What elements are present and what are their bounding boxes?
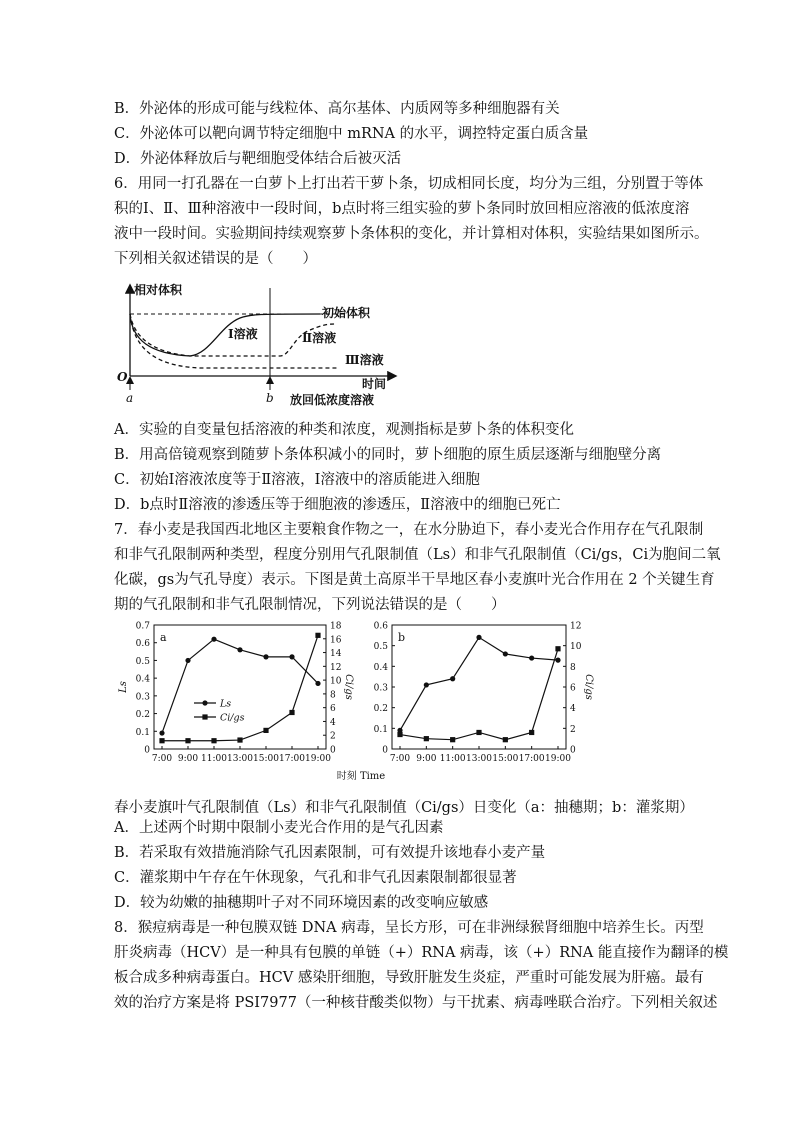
q7-panel-b-left-tick-label: 0.6	[373, 621, 388, 632]
q7-panel-b-right-tick-label: 6	[570, 683, 576, 694]
q7-panel-a-cigs-point	[185, 738, 190, 743]
q7-panel-b-cigs-point	[397, 732, 402, 737]
q7-panel-a-legend-ls-label: Ls	[220, 698, 232, 710]
q7-panel-a-left-tick-label: 0.3	[135, 692, 150, 703]
q7-panel-a-x-tick-label: 7:00	[151, 754, 173, 764]
q7-panel-b-right-tick-label: 8	[570, 662, 576, 673]
q7-panel-b-label: b	[398, 631, 406, 644]
q5-option-b: B．外泌体的形成可能与线粒体、高尔基体、内质网等多种细胞器有关	[114, 101, 560, 117]
q8-stem-line1: 8．猴痘病毒是一种包膜双链 DNA 病毒，呈长方形，可在非洲绿猴肾细胞中培养生长。丙型	[114, 920, 704, 936]
q6-stem-line4: 下列相关叙述错误的是（ ）	[114, 251, 317, 267]
q7-panel-a-ls-point	[159, 730, 164, 735]
q7-option-c: C．灌浆期中午存在午休现象，气孔和非气孔因素限制都很显著	[114, 870, 517, 886]
q7-panel-a-left-tick-label: 0.7	[135, 621, 150, 632]
q7-panel-a-ls-point	[185, 658, 190, 663]
q7-panel-b-right-tick-label: 10	[570, 642, 582, 653]
q7-panel-a-legend-cigs-marker	[202, 714, 207, 719]
q7-panel-a-x-tick-label: 19:00	[305, 754, 331, 764]
q7-panel-b-right-tick-label: 0	[570, 745, 576, 756]
q7-stem-line4: 期的气孔限制和非气孔限制情况，下列说法错误的是（ ）	[114, 597, 506, 613]
q7-panel-a-legend-ls-marker	[202, 700, 207, 705]
q7-panel-a-y-title: Ls	[118, 681, 129, 693]
q7-panel-a-ls-point	[211, 637, 216, 642]
q7-panel-a-label: a	[160, 631, 167, 644]
q6-point-a: a	[126, 391, 134, 405]
q7-panel-a-x-tick-label: 9:00	[177, 754, 199, 764]
q6-label-solution-3: Ⅲ溶液	[345, 353, 384, 367]
q7-panel-a-cigs-point	[263, 728, 268, 733]
q7-panel-a-ls-point	[263, 654, 268, 659]
q6-stem-line3: 液中一段时间。实验期间持续观察萝卜条体积的变化，并计算相对体积，实验结果如图所示。	[114, 226, 709, 242]
q7-panel-a-cigs-point	[159, 738, 164, 743]
q7-panel-b-ls-point	[529, 655, 534, 660]
q7-panel-a-left-tick-label: 0	[144, 745, 150, 756]
q7-panel-b-ls-point	[555, 658, 560, 663]
q8-stem-line4: 效的治疗方案是将 PSI7977（一种核苷酸类似物）与干扰素、病毒唑联合治疗。下列相关叙述	[114, 995, 718, 1011]
q7-panel-a-ls-point	[237, 647, 242, 652]
q7-panel-a-ls-point	[315, 681, 320, 686]
q7-panel-b-ls-point	[424, 682, 429, 687]
q6-label-solution-2: Ⅱ溶液	[302, 331, 337, 345]
q5-option-c: C．外泌体可以靶向调节特定细胞中 mRNA 的水平，调控特定蛋白质含量	[114, 126, 589, 142]
q7-panel-b-x-tick-label: 7:00	[389, 754, 411, 764]
q7-panel-b-left-tick-label: 0	[382, 745, 388, 756]
q7-panel-a-legend-cigs-label: Ci/gs	[220, 712, 245, 724]
q7-panel-a-right-tick-label: 10	[330, 676, 342, 687]
q7-panel-b-cigs-point	[555, 646, 560, 651]
q7-panel-a-cigs-point	[315, 633, 320, 638]
q7-panel-a-x-tick-label: 17:00	[279, 754, 305, 764]
q7-panel-a-x-tick-label: 11:00	[201, 754, 227, 764]
q7-option-b: B．若采取有效措施消除气孔因素限制，可有效提升该地春小麦产量	[114, 845, 546, 861]
q7-panel-a-right-tick-label: 0	[330, 745, 336, 756]
q7-panel-b-ls-point	[503, 651, 508, 656]
q6-option-d: D．b点时Ⅱ溶液的渗透压等于细胞液的渗透压，Ⅱ溶液中的细胞已死亡	[114, 497, 561, 513]
q7-panel-a-left-tick-label: 0.2	[135, 710, 150, 721]
q7-stem-line3: 化碳，gs为气孔导度）表示。下图是黄土高原半干旱地区春小麦旗叶光合作用在 2 个关键生育	[114, 572, 715, 588]
q7-panel-a-right-tick-label: 18	[330, 621, 342, 632]
q7-panel-b-left-tick-label: 0.3	[373, 683, 388, 694]
q7-panel-b-ls-point	[476, 635, 481, 640]
q5-option-d: D．外泌体释放后与靶细胞受体结合后被灭活	[114, 151, 402, 167]
q7-panel-b-right-tick-label: 12	[570, 621, 582, 632]
q7-panel-a-right-tick-label: 12	[330, 662, 342, 673]
q7-panel-b-x-tick-label: 17:00	[518, 754, 545, 764]
q6-label-solution-1: Ⅰ溶液	[228, 327, 258, 341]
q7-panel-a-cigs-point	[237, 737, 242, 742]
q7-panel-b-left-tick-label: 0.1	[373, 724, 388, 735]
q6-stem-line1: 6．用同一打孔器在一白萝卜上打出若干萝卜条，切成相同长度，均分为三组，分别置于等体	[114, 176, 704, 192]
q7-stem-line2: 和非气孔限制两种类型，程度分别用气孔限制值（Ls）和非气孔限制值（Ci/gs，Ci为胞间二氧	[114, 547, 721, 563]
q7-panel-a-right-tick-label: 6	[330, 704, 336, 715]
q7-panel-b-right-tick-label: 4	[570, 704, 576, 715]
q7-panel-b-x-tick-label: 11:00	[439, 754, 466, 764]
q6-initial-label: 初始体积	[322, 306, 371, 320]
q7-panel-b-x-tick-label: 19:00	[545, 754, 571, 764]
q7-panel-b-cigs-point	[503, 737, 508, 742]
q7-panel-a-x-tick-label: 15:00	[253, 754, 279, 764]
q6-option-a: A．实验的自变量包括溶液的种类和浓度，观测指标是萝卜条的体积变化	[114, 422, 574, 438]
q7-panel-a-right-tick-label: 8	[330, 690, 336, 701]
q7-panel-a-y2-title: Ci/gs	[343, 674, 354, 700]
q7-stem-line1: 7．春小麦是我国西北地区主要粮食作物之一，在水分胁迫下，春小麦光合作用存在气孔限制	[114, 522, 704, 538]
q7-panel-b-x-tick-label: 13:00	[466, 754, 492, 764]
q7-chart-figure	[114, 615, 614, 785]
q8-stem-line3: 板合成多种病毒蛋白。HCV 感染肝细胞，导致肝脏发生炎症，严重时可能发展为肝癌。最有	[114, 970, 704, 986]
q7-panel-a-right-tick-label: 14	[330, 649, 342, 660]
q7-panel-b-cigs-point	[476, 730, 481, 735]
q6-option-b: B．用高倍镜观察到随萝卜条体积减小的同时，萝卜细胞的原生质层逐渐与细胞壁分离	[114, 447, 662, 463]
q7-panel-b-series-ls-line	[400, 637, 558, 730]
q7-panel-a-left-tick-label: 0.5	[135, 656, 150, 667]
q7-panel-a-left-tick-label: 0.1	[135, 727, 150, 738]
q7-panel-a-left-tick-label: 0.6	[135, 639, 150, 650]
q7-panel-b-y2-title: Ci/gs	[583, 674, 594, 700]
q6-b-label: 放回低浓度溶液	[290, 393, 375, 407]
q7-panel-b-cigs-point	[424, 736, 429, 741]
q8-stem-line2: 肝炎病毒（HCV）是一种具有包膜的单链（+）RNA 病毒，该（+）RNA 能直接作为翻译的模	[114, 945, 729, 961]
q7-panel-a-right-tick-label: 2	[330, 731, 336, 742]
q6-y-label: 相对体积	[134, 283, 183, 297]
q6-volume-figure	[110, 280, 410, 410]
q7-panel-a-x-tick-label: 13:00	[227, 754, 253, 764]
q7-panel-a-left-tick-label: 0.4	[135, 674, 150, 685]
q7-panel-b-ls-point	[450, 676, 455, 681]
q7-panel-b-left-tick-label: 0.2	[373, 704, 388, 715]
q7-panel-a-cigs-point	[211, 738, 216, 743]
q6-origin: O	[117, 370, 128, 384]
q7-panel-b-left-tick-label: 0.5	[373, 642, 388, 653]
q7-panel-a-cigs-point	[289, 710, 294, 715]
q7-option-a: A．上述两个时期中限制小麦光合作用的是气孔因素	[114, 820, 444, 836]
q6-curve-solution-1	[130, 314, 320, 356]
q7-panel-b-x-tick-label: 15:00	[492, 754, 519, 764]
q6-stem-line2: 积的Ⅰ、Ⅱ、Ⅲ种溶液中一段时间，b点时将三组实验的萝卜条同时放回相应溶液的低浓度溶	[114, 201, 690, 217]
q6-x-label: 时间	[362, 377, 387, 391]
q7-panel-b-series-cigs-line	[400, 649, 558, 740]
q7-option-d: D．较为幼嫩的抽穗期叶子对不同环境因素的改变响应敏感	[114, 895, 489, 911]
q6-option-c: C．初始Ⅰ溶液浓度等于Ⅱ溶液，Ⅰ溶液中的溶质能进入细胞	[114, 472, 480, 488]
q7-panel-a-right-tick-label: 16	[330, 635, 342, 646]
q7-panel-a-right-tick-label: 4	[330, 717, 336, 728]
q7-x-axis-title: 时刻 Time	[336, 771, 386, 782]
q7-panel-b-right-tick-label: 2	[570, 724, 576, 735]
q7-panel-b-left-tick-label: 0.4	[373, 662, 388, 673]
q7-panel-b-cigs-point	[529, 730, 534, 735]
q7-panel-a-ls-point	[289, 654, 294, 659]
q7-panel-b-x-tick-label: 9:00	[416, 754, 437, 764]
q7-panel-b-cigs-point	[450, 737, 455, 742]
q6-point-b: b	[266, 391, 274, 405]
q7-figure-caption: 春小麦旗叶气孔限制值（Ls）和非气孔限制值（Ci/gs）日变化（a：抽穗期；b：灌浆期）	[114, 800, 694, 816]
